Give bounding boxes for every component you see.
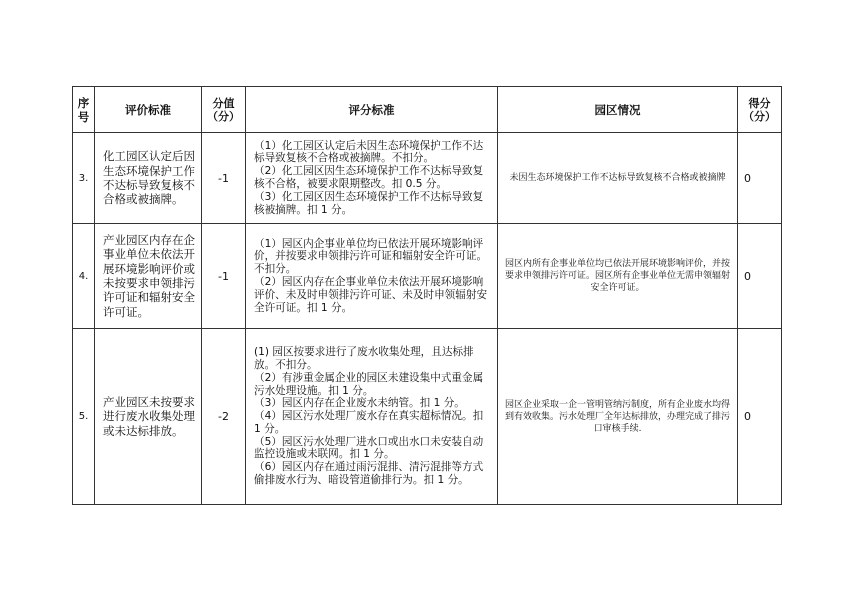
rule-line: （3）园区内存在企业废水未纳管。扣 1 分。	[254, 397, 465, 410]
rule-line: （1）园区内企事业单位均已依法开展环境影响评价，并按要求申领排污许可证和辐射安全许可证。不扣分。	[254, 237, 488, 276]
rule-line: （5）园区污水处理厂进水口或出水口未安装自动监控设施或未联网。扣 1 分。	[254, 435, 484, 461]
table-header-row	[73, 87, 782, 133]
row-criterion: 化工园区认定后因生态环境保护工作不达标导致复核不合格或被摘牌。	[95, 133, 202, 224]
row-points: -2	[202, 329, 246, 505]
header-status: 园区情况	[498, 87, 738, 133]
header-rules: 评分标准	[246, 87, 498, 133]
rule-line: （2）园区内存在企事业单位未依法开展环境影响评价、未及时申领排污许可证、未及时申领辐射安全许可证。扣 1 分。	[254, 276, 488, 314]
row-status: 未因生态环境保护工作不达标导致复核不合格或被摘牌	[498, 133, 738, 224]
rule-line: （4）园区污水处理厂废水存在真实超标情况。扣 1 分。	[254, 410, 484, 435]
table-row	[73, 224, 782, 329]
row-rules	[246, 224, 498, 329]
row-status: 园区内所有企事业单位均已依法开展环境影响评价，并按要求申领排污许可证。园区所有企事业单位无需申领辐射安全许可证。	[498, 224, 738, 329]
rule-line: （3）化工园区因生态环境保护工作不达标导致复核被摘牌。扣 1 分。	[254, 190, 484, 216]
row-rules	[246, 329, 498, 505]
row-points: -1	[202, 133, 246, 224]
table-row	[73, 133, 782, 224]
evaluation-table	[72, 86, 782, 505]
row-status: 园区企业采取一企一管明管纳污制度，所有企业废水均得到有效收集。污水处理厂全年达标排放，办理完成了排污口审核手续.	[498, 329, 738, 505]
table-row	[73, 329, 782, 505]
row-points: -1	[202, 224, 246, 329]
header-seq: 序号	[73, 87, 95, 133]
row-score: 0	[738, 329, 782, 505]
row-criterion: 产业园区未按要求进行废水收集处理或未达标排放。	[95, 329, 202, 505]
row-score: 0	[738, 133, 782, 224]
rule-line: （6）园区内存在通过雨污混排、清污混排等方式偷排废水行为、暗设管道偷排行为。扣 1 分。	[254, 461, 484, 487]
row-seq: 4.	[73, 224, 95, 329]
row-score: 0	[738, 224, 782, 329]
rule-line: (1) 园区按要求进行了废水收集处理，且达标排放。不扣分。	[254, 346, 474, 371]
rule-line: （2）有涉重金属企业的园区未建设集中式重金属污水处理设施。扣 1 分。	[254, 371, 484, 397]
header-score: 得分（分）	[738, 87, 782, 133]
rule-line: （2）化工园区因生态环境保护工作不达标导致复核不合格，被要求限期整改。扣 0.5 分。	[254, 165, 484, 190]
header-points: 分值（分）	[202, 87, 246, 133]
header-criterion: 评价标准	[95, 87, 202, 133]
row-seq: 5.	[73, 329, 95, 505]
row-criterion: 产业园区内存在企事业单位未依法开展环境影响评价或未按要求申领排污许可证和辐射安全许可证。	[95, 224, 202, 329]
row-rules	[246, 133, 498, 224]
rule-line: （1）化工园区认定后未因生态环境保护工作不达标导致复核不合格或被摘牌。不扣分。	[254, 139, 484, 165]
row-seq: 3.	[73, 133, 95, 224]
